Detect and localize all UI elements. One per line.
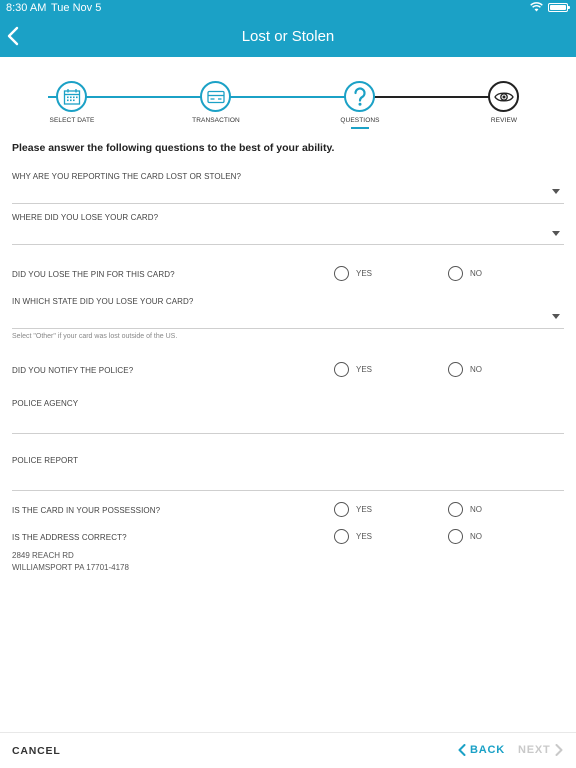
step-review[interactable]	[488, 81, 519, 112]
battery-icon	[548, 3, 568, 12]
radio-label-no: NO	[470, 269, 482, 278]
notify-police-yes-radio[interactable]	[334, 362, 372, 377]
card-possession-no-radio[interactable]	[448, 502, 482, 517]
chevron-left-icon	[458, 744, 466, 756]
step-label-review: REVIEW	[490, 117, 518, 124]
next-button[interactable]	[518, 744, 563, 756]
lose-pin-no-radio[interactable]	[448, 266, 482, 281]
radio-label-yes: YES	[356, 532, 373, 541]
radio-circle	[334, 362, 349, 377]
which-state-label: IN WHICH STATE DID YOU LOSE YOUR CARD?	[12, 297, 194, 306]
police-report-label: POLICE REPORT	[12, 456, 79, 465]
radio-circle	[448, 502, 463, 517]
radio-label-no: NO	[470, 505, 482, 514]
address-line-1: 2849 REACH RD	[12, 551, 74, 560]
form-instructions: Please answer the following questions to the best of your ability.	[12, 142, 335, 154]
radio-circle	[334, 529, 349, 544]
progress-stepper	[0, 72, 576, 132]
where-lose-label: WHERE DID YOU LOSE YOUR CARD?	[12, 213, 159, 222]
current-step-indicator	[351, 127, 369, 129]
page-title: Lost or Stolen	[241, 28, 335, 45]
back-button[interactable]	[458, 744, 505, 756]
card-possession-yes-radio[interactable]	[334, 502, 372, 517]
status-date: Tue Nov 5	[51, 2, 102, 14]
question-icon	[352, 87, 368, 107]
status-icons	[530, 2, 568, 12]
which-state-dropdown[interactable]	[552, 314, 560, 319]
why-reporting-underline	[12, 203, 564, 204]
status-bar	[0, 0, 576, 16]
radio-circle	[448, 362, 463, 377]
which-state-underline	[12, 328, 564, 329]
radio-label-yes: YES	[356, 269, 373, 278]
calendar-icon	[63, 88, 81, 106]
eye-icon	[494, 90, 514, 104]
footer-divider	[0, 732, 576, 733]
app-header	[0, 0, 576, 57]
where-lose-underline	[12, 244, 564, 245]
step-questions[interactable]	[344, 81, 375, 112]
step-connector	[360, 96, 504, 98]
step-label-questions: QUESTIONS	[340, 117, 380, 124]
police-agency-field[interactable]	[12, 433, 564, 434]
why-reporting-dropdown[interactable]	[552, 189, 560, 194]
wifi-icon	[530, 2, 543, 12]
address-correct-label: IS THE ADDRESS CORRECT?	[12, 533, 127, 542]
radio-label-no: NO	[470, 532, 482, 541]
status-time: 8:30 AM	[6, 2, 47, 14]
next-label: NEXT	[518, 744, 551, 756]
address-correct-no-radio[interactable]	[448, 529, 482, 544]
card-icon	[207, 90, 225, 104]
notify-police-label: DID YOU NOTIFY THE POLICE?	[12, 366, 134, 375]
lose-pin-yes-radio[interactable]	[334, 266, 372, 281]
radio-circle	[448, 266, 463, 281]
step-label-select-date: SELECT DATE	[49, 117, 95, 124]
police-report-field[interactable]	[12, 490, 564, 491]
police-agency-label: POLICE AGENCY	[12, 399, 79, 408]
which-state-hint: Select "Other" if your card was lost outside of the US.	[12, 333, 178, 340]
mailing-address	[12, 550, 129, 574]
radio-circle	[334, 502, 349, 517]
step-label-transaction: TRANSACTION	[192, 117, 240, 124]
notify-police-no-radio[interactable]	[448, 362, 482, 377]
step-transaction[interactable]	[200, 81, 231, 112]
radio-label-yes: YES	[356, 365, 373, 374]
address-correct-yes-radio[interactable]	[334, 529, 372, 544]
where-lose-dropdown[interactable]	[552, 231, 560, 236]
why-reporting-label: WHY ARE YOU REPORTING THE CARD LOST OR STOLEN?	[12, 172, 242, 181]
radio-circle	[448, 529, 463, 544]
address-line-2: WILLIAMSPORT PA 17701-4178	[12, 563, 129, 572]
radio-circle	[334, 266, 349, 281]
radio-label-yes: YES	[356, 505, 373, 514]
card-possession-label: IS THE CARD IN YOUR POSSESSION?	[12, 506, 161, 515]
chevron-right-icon	[555, 744, 563, 756]
step-select-date[interactable]	[56, 81, 87, 112]
back-label: BACK	[470, 744, 505, 756]
cancel-button[interactable]: CANCEL	[12, 745, 61, 757]
radio-label-no: NO	[470, 365, 482, 374]
lose-pin-label: DID YOU LOSE THE PIN FOR THIS CARD?	[12, 270, 175, 279]
